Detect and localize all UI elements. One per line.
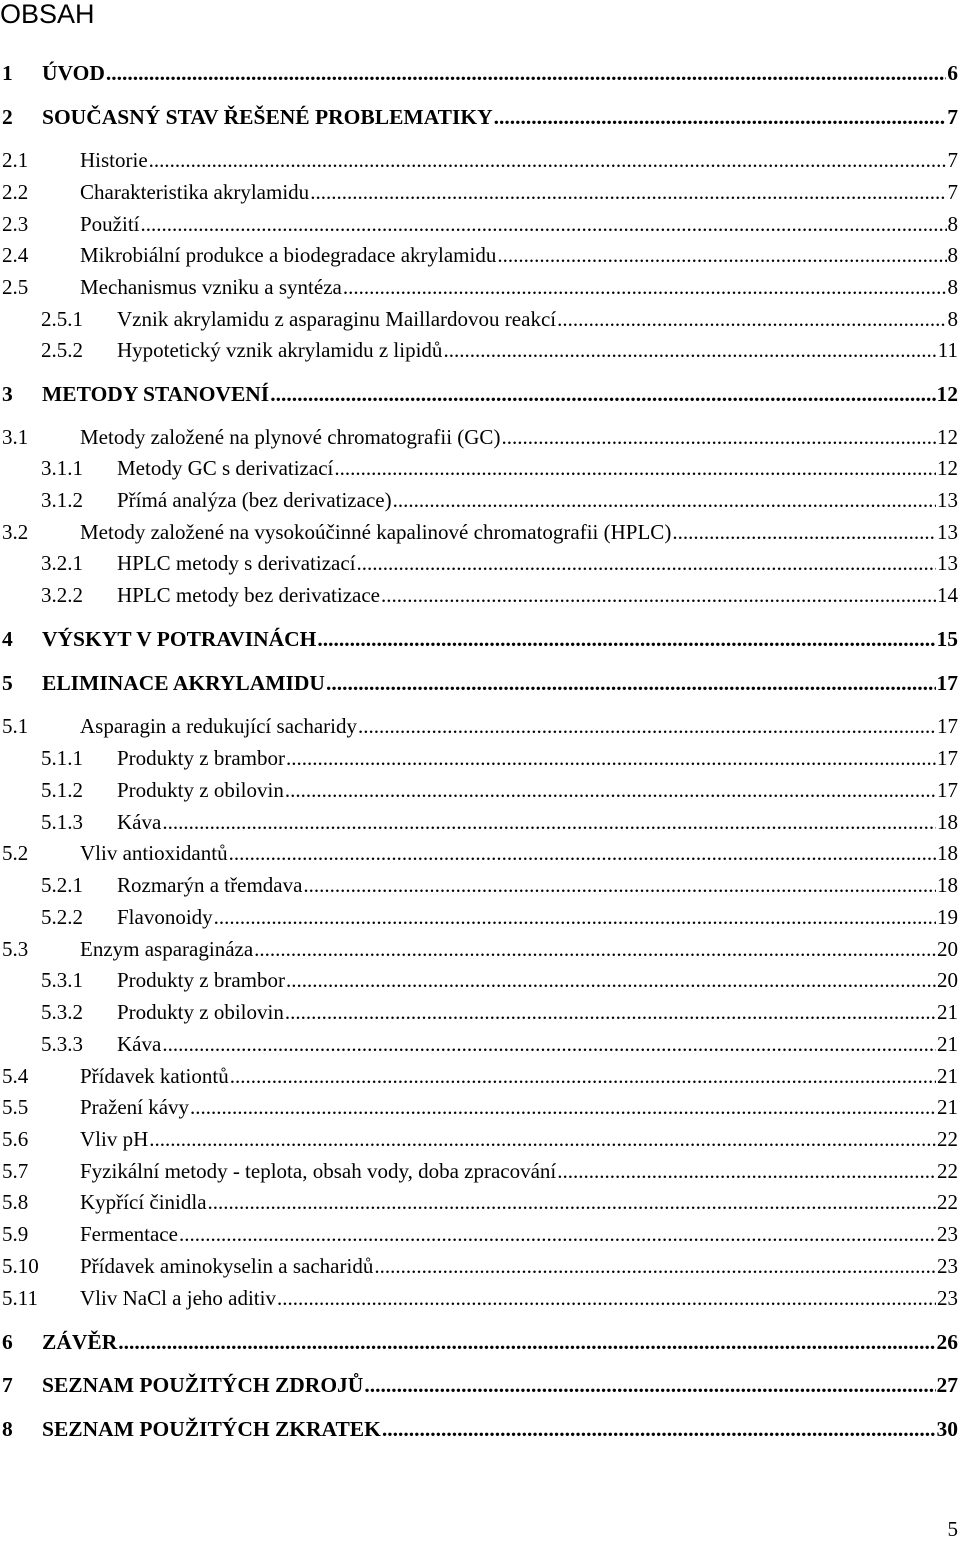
dot-leader <box>343 274 947 300</box>
toc-entry-title: Produkty z obilovin <box>117 778 284 802</box>
toc-entry-title: Přídavek aminokyselin a sacharidů <box>80 1254 374 1278</box>
toc-entry-page: 12 <box>936 382 958 406</box>
toc-entry-title: Mikrobiální produkce a biodegradace akrylamidu <box>80 243 497 267</box>
toc-entry-number: 3.1 <box>2 425 29 449</box>
toc-entry-page: 23 <box>937 1286 958 1310</box>
toc-entry-title: Vznik akrylamidu z asparaginu Maillardovou reakcí <box>117 307 557 331</box>
toc-entry[interactable] <box>2 936 958 962</box>
toc-entry[interactable] <box>2 1416 958 1442</box>
toc-entry-number: 5.8 <box>2 1190 29 1214</box>
toc-entry[interactable] <box>2 840 958 866</box>
toc-entry-number: 5.7 <box>2 1159 29 1183</box>
dot-leader <box>179 1221 936 1247</box>
toc-entry[interactable] <box>41 999 958 1025</box>
toc-entry-number: 1 <box>2 61 13 85</box>
toc-entry[interactable] <box>2 1329 958 1355</box>
toc-entry-title: ZÁVĚR <box>42 1330 118 1354</box>
dot-leader <box>381 582 936 608</box>
dot-leader <box>334 455 936 481</box>
toc-entry-number: 5.3 <box>2 937 29 961</box>
toc-entry-page: 7 <box>947 105 958 129</box>
dot-leader <box>286 745 936 771</box>
toc-entry-page: 27 <box>936 1373 958 1397</box>
toc-entry-number: 5.2.1 <box>41 873 83 897</box>
toc-entry-number: 5.1 <box>2 714 29 738</box>
toc-entry[interactable] <box>2 1221 958 1247</box>
toc-entry-page: 7 <box>947 180 958 204</box>
toc-entry-page: 23 <box>937 1222 958 1246</box>
toc-entry[interactable] <box>41 337 958 363</box>
dot-leader <box>303 872 936 898</box>
toc-entry-title: SOUČASNÝ STAV ŘEŠENÉ PROBLEMATIKY <box>42 105 493 129</box>
toc-entry-number: 3.2.2 <box>41 583 83 607</box>
toc-entry-title: Mechanismus vzniku a syntéza <box>80 275 342 299</box>
dot-leader <box>162 809 936 835</box>
toc-entry-number: 5.1.1 <box>41 746 83 770</box>
toc-entry-number: 2.5 <box>2 275 29 299</box>
toc-entry-number: 2 <box>2 105 13 129</box>
dot-leader <box>557 306 946 332</box>
toc-entry-page: 21 <box>937 1032 958 1056</box>
toc-entry[interactable] <box>2 713 958 739</box>
toc-entry-title: Rozmarýn a třemdava <box>117 873 303 897</box>
toc-entry[interactable] <box>2 104 958 130</box>
toc-entry-number: 7 <box>2 1373 13 1397</box>
toc-entry-title: Asparagin a redukující sacharidy <box>80 714 357 738</box>
dot-leader <box>672 519 936 545</box>
dot-leader <box>358 713 936 739</box>
toc-entry[interactable] <box>41 582 958 608</box>
toc-entry-page: 22 <box>937 1190 958 1214</box>
toc-entry-title: ÚVOD <box>42 61 105 85</box>
toc-entry-page: 12 <box>937 425 958 449</box>
toc-entry-page: 18 <box>937 841 958 865</box>
toc-entry-number: 2.4 <box>2 243 29 267</box>
toc-entry-number: 2.1 <box>2 148 29 172</box>
toc-entry[interactable] <box>2 381 958 407</box>
toc-entry-number: 5.1.2 <box>41 778 83 802</box>
toc-entry-page: 18 <box>937 873 958 897</box>
toc-entry-page: 21 <box>937 1000 958 1024</box>
toc-entry-title: Produkty z brambor <box>117 968 285 992</box>
toc-entry-number: 6 <box>2 1330 13 1354</box>
toc-entry[interactable] <box>2 1094 958 1120</box>
dot-leader <box>190 1094 936 1120</box>
dot-leader <box>285 999 936 1025</box>
toc-entry-title: VÝSKYT V POTRAVINÁCH <box>42 627 317 651</box>
toc-entry-number: 4 <box>2 627 13 651</box>
toc-entry[interactable] <box>2 1063 958 1089</box>
dot-leader <box>141 211 947 237</box>
toc-entry-page: 22 <box>937 1127 958 1151</box>
toc-entry-number: 3.2.1 <box>41 551 83 575</box>
toc-entry-title: SEZNAM POUŽITÝCH ZKRATEK <box>42 1417 381 1441</box>
toc-entry[interactable] <box>2 1285 958 1311</box>
toc-entry-number: 8 <box>2 1417 13 1441</box>
toc-entry-number: 5.3.3 <box>41 1032 83 1056</box>
toc-entry-title: Produkty z brambor <box>117 746 285 770</box>
toc-entry-title: Pražení kávy <box>80 1095 190 1119</box>
toc-entry-number: 5.3.1 <box>41 968 83 992</box>
toc-entry-number: 5.4 <box>2 1064 29 1088</box>
toc-entry[interactable] <box>2 211 958 237</box>
dot-leader <box>277 1285 936 1311</box>
dot-leader <box>286 967 936 993</box>
toc-entry[interactable] <box>41 1031 958 1057</box>
dot-leader <box>443 337 936 363</box>
dot-leader <box>229 840 936 866</box>
toc-entry-page: 8 <box>947 212 958 236</box>
toc-entry-title: Kypřící činidla <box>80 1190 207 1214</box>
toc-entry-number: 5.11 <box>2 1286 38 1310</box>
dot-leader <box>557 1158 936 1184</box>
toc-entry-title: Vliv NaCl a jeho aditiv <box>80 1286 276 1310</box>
toc-entry-number: 2.3 <box>2 212 29 236</box>
toc-entry-title: ELIMINACE AKRYLAMIDU <box>42 671 325 695</box>
toc-entry-number: 2.5.2 <box>41 338 83 362</box>
toc-entry-page: 17 <box>936 671 958 695</box>
toc-entry-number: 2.5.1 <box>41 307 83 331</box>
toc-entry-title: Přímá analýza (bez derivatizace) <box>117 488 392 512</box>
toc-entry-title: Charakteristika akrylamidu <box>80 180 310 204</box>
toc-entry[interactable] <box>2 1158 958 1184</box>
dot-leader <box>162 1031 936 1057</box>
toc-entry-title: Hypotetický vznik akrylamidu z lipidů <box>117 338 443 362</box>
toc-entry[interactable] <box>2 670 958 696</box>
toc-entry-number: 2.2 <box>2 180 29 204</box>
toc-entry-page: 22 <box>937 1159 958 1183</box>
toc-entry-page: 15 <box>936 627 958 651</box>
toc-entry-title: Fermentace <box>80 1222 178 1246</box>
toc-entry-page: 17 <box>937 778 958 802</box>
toc-entry-page: 30 <box>936 1417 958 1441</box>
toc-entry[interactable] <box>2 1372 958 1398</box>
toc-entry[interactable] <box>2 242 958 268</box>
toc-entry-page: 20 <box>937 937 958 961</box>
toc-heading: OBSAH <box>0 0 95 29</box>
toc-entry-page: 8 <box>947 307 958 331</box>
toc-entry[interactable] <box>2 1189 958 1215</box>
toc-entry-title: SEZNAM POUŽITÝCH ZDROJŮ <box>42 1373 364 1397</box>
dot-leader <box>382 1416 936 1442</box>
toc-entry-page: 13 <box>937 488 958 512</box>
toc-entry-number: 5 <box>2 671 13 695</box>
toc-entry-title: Historie <box>80 148 148 172</box>
toc-entry-page: 6 <box>947 61 958 85</box>
dot-leader <box>317 626 935 652</box>
dot-leader <box>149 147 947 173</box>
dot-leader <box>497 242 946 268</box>
dot-leader <box>118 1329 935 1355</box>
toc-entry-title: HPLC metody bez derivatizace <box>117 583 380 607</box>
page-number: 5 <box>947 1517 958 1541</box>
toc-entry-page: 20 <box>937 968 958 992</box>
toc-entry-title: Metody založené na vysokoúčinné kapalinové chromatografii (HPLC) <box>80 520 672 544</box>
toc-entry-number: 5.5 <box>2 1095 29 1119</box>
dot-leader <box>393 487 936 513</box>
toc-entry-title: Flavonoidy <box>117 905 213 929</box>
toc-entry[interactable] <box>2 274 958 300</box>
toc-entry-title: Metody založené na plynové chromatografii (GC) <box>80 425 501 449</box>
toc-entry-page: 7 <box>947 148 958 172</box>
toc-entry-title: Metody GC s derivatizací <box>117 456 334 480</box>
dot-leader <box>230 1063 936 1089</box>
toc-entry[interactable] <box>41 455 958 481</box>
dot-leader <box>494 104 947 130</box>
toc-entry-page: 26 <box>936 1330 958 1354</box>
dot-leader <box>364 1372 935 1398</box>
toc-entry[interactable] <box>41 872 958 898</box>
toc-entry[interactable] <box>41 745 958 771</box>
toc-entry[interactable] <box>41 904 958 930</box>
toc-entry[interactable] <box>41 306 958 332</box>
toc-entry-title: Enzym asparagináza <box>80 937 254 961</box>
toc-entry[interactable] <box>41 967 958 993</box>
toc-entry-page: 8 <box>947 243 958 267</box>
toc-entry-number: 5.2.2 <box>41 905 83 929</box>
toc-entry[interactable] <box>2 179 958 205</box>
toc-entry-page: 18 <box>937 810 958 834</box>
toc-entry-title: METODY STANOVENÍ <box>42 382 270 406</box>
dot-leader <box>326 670 936 696</box>
toc-entry-number: 3.1.1 <box>41 456 83 480</box>
toc-entry-number: 3.2 <box>2 520 29 544</box>
toc-entry-title: Vliv antioxidantů <box>80 841 228 865</box>
toc-entry-page: 8 <box>947 275 958 299</box>
toc-entry-title: Produkty z obilovin <box>117 1000 284 1024</box>
dot-leader <box>149 1126 936 1152</box>
dot-leader <box>254 936 936 962</box>
dot-leader <box>106 60 946 86</box>
toc-entry-number: 3 <box>2 382 13 406</box>
dot-leader <box>310 179 946 205</box>
toc-entry-page: 23 <box>937 1254 958 1278</box>
toc-entry-page: 13 <box>937 520 958 544</box>
dot-leader <box>357 550 936 576</box>
dot-leader <box>270 381 935 407</box>
dot-leader <box>374 1253 936 1279</box>
toc-entry-page: 12 <box>937 456 958 480</box>
toc-entry-title: Přídavek kationtů <box>80 1064 229 1088</box>
toc-entry-title: Káva <box>117 1032 162 1056</box>
toc-entry[interactable] <box>2 424 958 450</box>
toc-entry[interactable] <box>2 519 958 545</box>
toc-entry-page: 19 <box>937 905 958 929</box>
toc-entry-number: 5.10 <box>2 1254 39 1278</box>
toc-entry[interactable] <box>2 1253 958 1279</box>
toc-entry[interactable] <box>41 550 958 576</box>
toc-entry-number: 5.2 <box>2 841 29 865</box>
toc-entry[interactable] <box>41 809 958 835</box>
dot-leader <box>501 424 936 450</box>
dot-leader <box>208 1189 936 1215</box>
toc-entry-number: 5.1.3 <box>41 810 83 834</box>
toc-entry-title: Fyzikální metody - teplota, obsah vody, doba zpracování <box>80 1159 557 1183</box>
toc-entry-title: HPLC metody s derivatizací <box>117 551 356 575</box>
toc-entry-page: 17 <box>937 746 958 770</box>
toc-entry-page: 21 <box>937 1064 958 1088</box>
toc-entry-title: Káva <box>117 810 162 834</box>
toc-entry-number: 3.1.2 <box>41 488 83 512</box>
toc-entry[interactable] <box>2 147 958 173</box>
toc-entry-number: 5.6 <box>2 1127 29 1151</box>
dot-leader <box>285 777 936 803</box>
toc-entry[interactable] <box>41 487 958 513</box>
toc-entry-number: 5.9 <box>2 1222 29 1246</box>
toc-entry[interactable] <box>2 1126 958 1152</box>
toc-entry[interactable] <box>2 626 958 652</box>
toc-entry-page: 17 <box>937 714 958 738</box>
toc-entry-title: Vliv pH <box>80 1127 149 1151</box>
toc-entry[interactable] <box>41 777 958 803</box>
dot-leader <box>214 904 936 930</box>
toc-entry-page: 14 <box>937 583 958 607</box>
toc-entry-number: 5.3.2 <box>41 1000 83 1024</box>
toc-entry[interactable] <box>2 60 958 86</box>
toc-entry-page: 21 <box>937 1095 958 1119</box>
toc-entry-title: Použití <box>80 212 140 236</box>
toc-entry-page: 13 <box>937 551 958 575</box>
toc-entry-page: 11 <box>937 338 958 362</box>
